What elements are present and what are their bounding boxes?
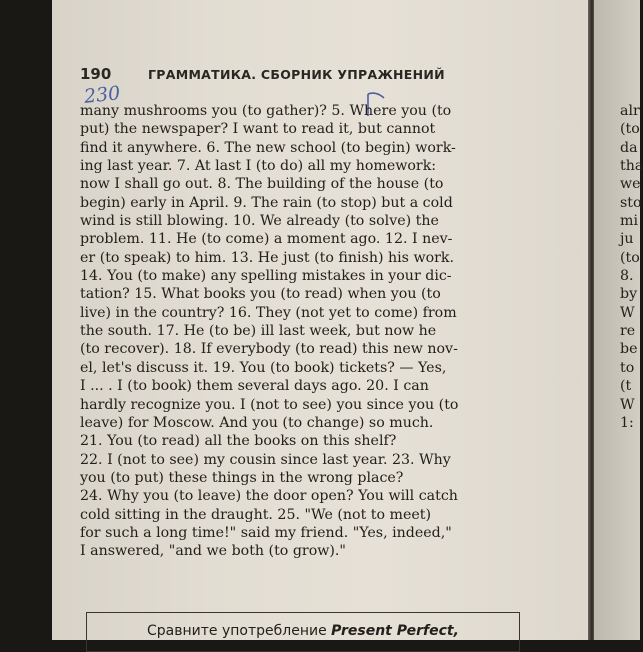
grammar-note-box — [86, 612, 520, 652]
facing-page-fragment: tha — [620, 158, 643, 175]
facing-page-fragment: W — [620, 304, 635, 321]
running-title: ГРАММАТИКА. СБОРНИК УПРАЖНЕНИЙ — [148, 67, 445, 82]
grammar-note-text — [147, 623, 459, 639]
page-number: 190 — [80, 65, 112, 83]
grammar-note-emphasis: Present Perfect, — [331, 623, 459, 639]
text-line: leave) for Moscow. And you (to change) so much. — [80, 414, 434, 431]
text-line: hardly recognize you. I (not to see) you since you (to — [80, 396, 459, 413]
text-line: live) in the country? 16. They (not yet to come) from — [80, 304, 457, 321]
text-line: el, let's discuss it. 19. You (to book) tickets? — Yes, — [80, 359, 447, 376]
text-line: ing last year. 7. At last I (to do) all my homework: — [80, 158, 437, 175]
facing-page-fragment: 8. — [620, 268, 634, 285]
facing-page-fragment: mi — [620, 213, 638, 230]
text-line: begin) early in April. 9. The rain (to stop) but a cold — [80, 194, 453, 211]
facing-page-fragment: da — [620, 139, 638, 156]
facing-page-fragment: to — [620, 359, 635, 376]
handwritten-note: 230 — [82, 82, 122, 108]
text-line: wind is still blowing. 10. We already (to solve) the — [80, 213, 439, 230]
text-line: now I shall go out. 8. The building of the house (to — [80, 176, 444, 193]
text-line: problem. 11. He (to come) a moment ago. 12. I nev- — [80, 231, 453, 248]
facing-page-fragment: alr — [620, 103, 640, 119]
text-line: 24. Why you (to leave) the door open? You will catch — [80, 488, 458, 505]
text-line: 22. I (not to see) my cousin since last year. 23. Why — [80, 451, 451, 468]
facing-page-fragment: (to — [620, 121, 640, 138]
facing-page-fragment: by — [620, 286, 638, 303]
facing-page-fragment: re — [620, 323, 636, 340]
text-line: tation? 15. What books you (to read) when you (to — [80, 286, 441, 303]
facing-page-fragment: W — [620, 396, 635, 413]
facing-page-fragment: 1: — [620, 414, 634, 431]
text-line: 14. You (to make) any spelling mistakes in your dic- — [80, 268, 452, 285]
facing-page-text — [620, 102, 643, 432]
grammar-note-prefix: Сравните употребление — [147, 623, 332, 639]
text-line: I ... . I (to book) them several days ago. 20. I can — [80, 378, 429, 395]
text-line: the south. 17. He (to be) ill last week, but now he — [80, 323, 437, 340]
text-line: find it anywhere. 6. The new school (to begin) work- — [80, 139, 456, 156]
facing-page-fragment: we — [620, 176, 641, 193]
text-line: I answered, "and we both (to grow)." — [80, 543, 346, 560]
text-line: for such a long time!" said my friend. "Yes, indeed," — [80, 524, 452, 541]
facing-page-fragment: ju — [620, 231, 634, 248]
facing-page-fragment: (t — [620, 378, 632, 395]
facing-page-fragment: be — [620, 341, 638, 358]
text-line: cold sitting in the draught. 25. "We (not to meet) — [80, 506, 432, 523]
text-line: many mushrooms you (to gather)? 5. Where you (to — [80, 103, 452, 119]
text-line: (to recover). 18. If everybody (to read) this new nov- — [80, 341, 458, 358]
page-header — [80, 65, 560, 87]
text-line: 21. You (to read) all the books on this shelf? — [80, 433, 397, 450]
text-line: er (to speak) to him. 13. He just (to finish) his work. — [80, 249, 455, 266]
facing-page-fragment: (to — [620, 249, 640, 266]
text-line: put) the newspaper? I want to read it, but cannot — [80, 121, 436, 138]
text-line: you (to put) these things in the wrong place? — [80, 469, 404, 486]
facing-page-fragment: sto — [620, 194, 642, 211]
exercise-text — [80, 102, 520, 561]
